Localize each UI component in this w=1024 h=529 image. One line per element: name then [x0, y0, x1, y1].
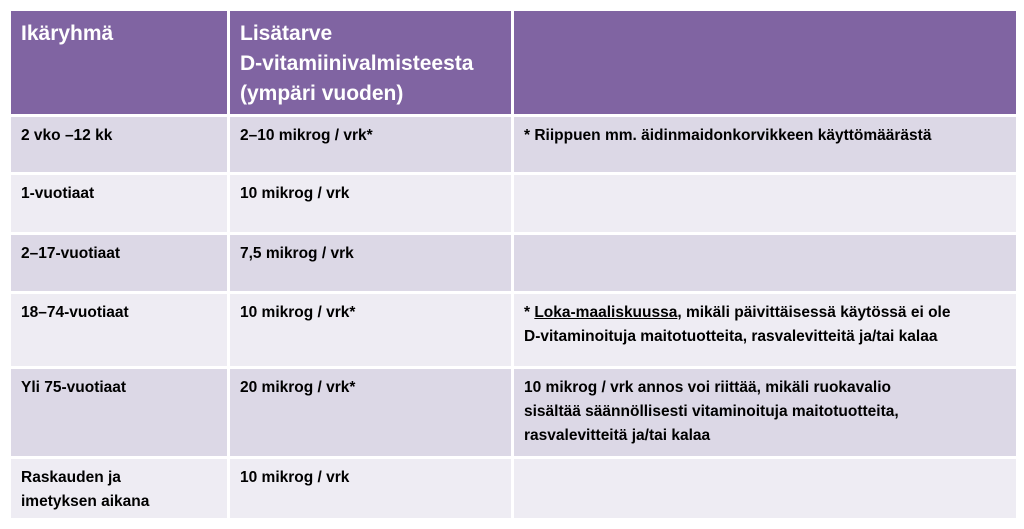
table-row [10, 458, 1018, 520]
dose-cell: 20 mikrog / vrk* [229, 368, 513, 458]
vitamin-d-table [8, 8, 1019, 521]
header-age-group: Ikäryhmä [10, 10, 229, 116]
table-row [10, 234, 1018, 293]
dose-cell: 2–10 mikrog / vrk* [229, 116, 513, 174]
note-line: rasvalevitteitä ja/tai kalaa [524, 427, 711, 444]
header-supplement-need [229, 10, 513, 116]
header-row [10, 10, 1018, 116]
table-row [10, 293, 1018, 368]
header-line: Lisätarve [240, 22, 333, 45]
dose-cell: 7,5 mikrog / vrk [229, 234, 513, 293]
age-line: Raskauden ja [21, 469, 121, 486]
header-line: (ympäri vuoden) [240, 82, 404, 105]
note-rest: , mikäli päivittäisessä käytössä ei ole [677, 304, 951, 321]
note-cell [513, 174, 1018, 234]
table-row [10, 368, 1018, 458]
age-cell: 2–17-vuotiaat [10, 234, 229, 293]
age-cell: Yli 75-vuotiaat [10, 368, 229, 458]
note-cell [513, 458, 1018, 520]
note-cell: * Riippuen mm. äidinmaidonkorvikkeen käyttömäärästä [513, 116, 1018, 174]
header-line: D-vitamiinivalmisteesta [240, 52, 474, 75]
age-cell [10, 458, 229, 520]
note-cell [513, 234, 1018, 293]
age-line: imetyksen aikana [21, 493, 150, 510]
note-cell [513, 293, 1018, 368]
dose-cell: 10 mikrog / vrk* [229, 293, 513, 368]
age-cell: 18–74-vuotiaat [10, 293, 229, 368]
dose-cell: 10 mikrog / vrk [229, 458, 513, 520]
note-line: 10 mikrog / vrk annos voi riittää, mikäli ruokavalio [524, 379, 891, 396]
table-row [10, 116, 1018, 174]
age-cell: 1-vuotiaat [10, 174, 229, 234]
age-cell: 2 vko –12 kk [10, 116, 229, 174]
dose-cell: 10 mikrog / vrk [229, 174, 513, 234]
note-prefix: * [524, 304, 535, 321]
note-underlined: Loka-maaliskuussa [534, 304, 678, 321]
table-row [10, 174, 1018, 234]
note-line: sisältää säännöllisesti vitaminoituja maitotuotteita, [524, 403, 899, 420]
note-line [524, 301, 1006, 325]
note-line: D-vitaminoituja maitotuotteita, rasvalevitteitä ja/tai kalaa [524, 328, 938, 345]
header-notes [513, 10, 1018, 116]
note-cell [513, 368, 1018, 458]
